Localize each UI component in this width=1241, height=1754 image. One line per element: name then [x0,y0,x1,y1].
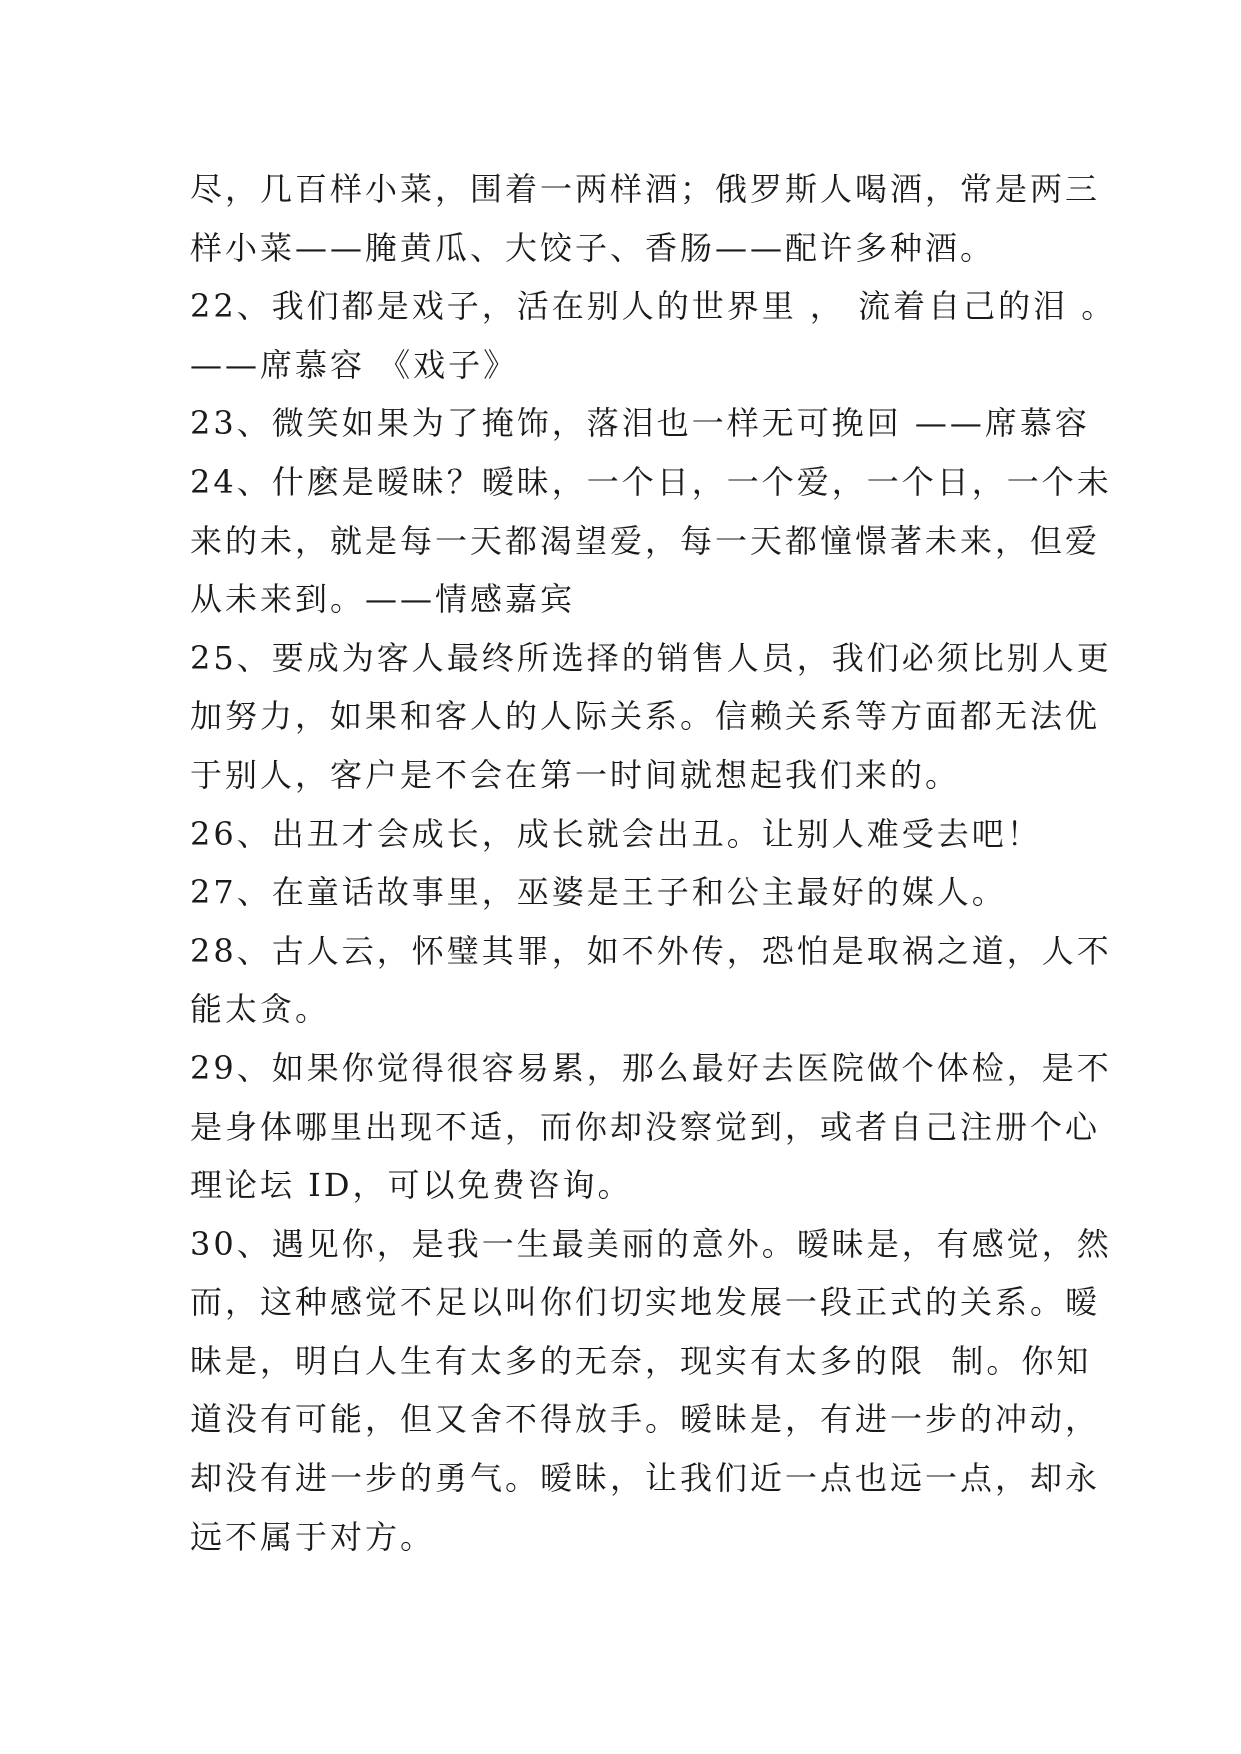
text-line: 29、如果你觉得很容易累，那么最好去医院做个体检，是不 [190,1048,1112,1087]
text-line: 来的未，就是每一天都渴望爱，每一天都憧憬著未来，但爱 [190,521,1101,560]
text-line: 28、古人云，怀璧其罪，如不外传，恐怕是取祸之道，人不 [190,931,1112,970]
document-body [190,160,1117,1566]
text-line: 25、要成为客人最终所选择的销售人员，我们必须比别人更 [190,638,1112,677]
text-line: 是身体哪里出现不适，而你却没察觉到，或者自己注册个心 [190,1107,1101,1146]
text-line: 于别人，客户是不会在第一时间就想起我们来的。 [190,755,961,794]
text-line: 理论坛 ID，可以免费咨询。 [190,1166,633,1205]
text-line: 23、微笑如果为了掩饰，落泪也一样无可挽回 ——席慕容 [190,404,1090,443]
text-line: 远不属于对方。 [190,1517,436,1556]
text-line: 道没有可能，但又舍不得放手。暧昧是，有进一步的冲动， [190,1400,1101,1439]
text-line: 24、什麽是暧昧？暧昧，一个日，一个爱，一个日，一个未 [190,462,1112,501]
text-line: 加努力，如果和客人的人际关系。信赖关系等方面都无法优 [190,697,1101,736]
text-line: 27、在童话故事里，巫婆是王子和公主最好的媒人。 [190,873,1007,912]
text-line: 而，这种感觉不足以叫你们切实地发展一段正式的关系。暧 [190,1283,1101,1322]
text-line: 30、遇见你，是我一生最美丽的意外。暧昧是，有感觉，然 [190,1224,1112,1263]
text-line: 却没有进一步的勇气。暧昧，让我们近一点也远一点，却永 [190,1459,1101,1498]
text-line: 22、我们都是戏子，活在别人的世界里 ， 流着自己的泪 。 [190,287,1117,326]
text-line: 能太贪。 [190,990,331,1029]
text-line: 26、出丑才会成长，成长就会出丑。让别人难受去吧！ [190,814,1042,853]
text-line: 样小菜——腌黄瓜、大饺子、香肠——配许多种酒。 [190,228,996,267]
text-line: 尽，几百样小菜，围着一两样酒；俄罗斯人喝酒，常是两三 [190,170,1101,208]
text-line: 从未来到。——情感嘉宾 [190,580,576,619]
text-line: 昧是，明白人生有太多的无奈，现实有太多的限 制。你知 [190,1341,1092,1380]
text-line: ——席慕容 《戏子》 [190,345,519,384]
